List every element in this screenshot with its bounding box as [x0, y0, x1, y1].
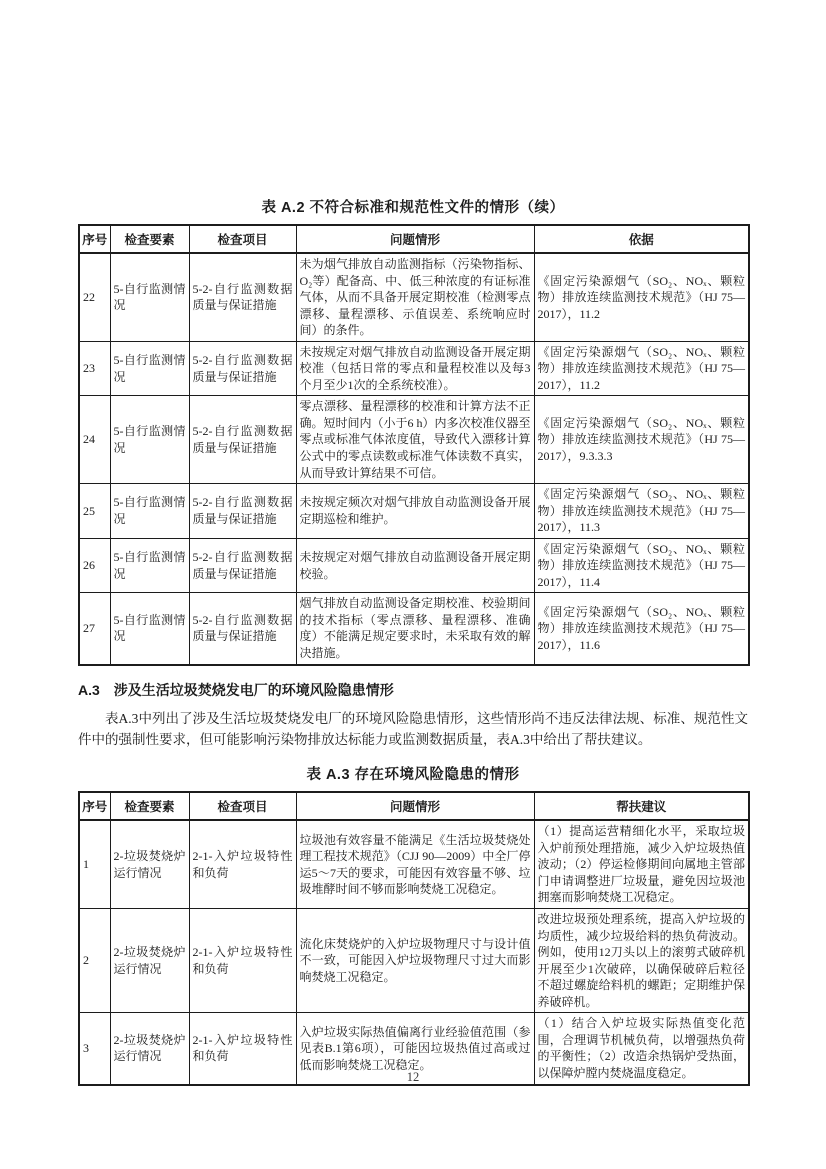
cell-no: 1 [79, 820, 110, 908]
cell-no: 27 [79, 593, 110, 665]
cell-basis: 《固定污染源烟气（SO₂、NOₓ、颗粒物）排放连续监测技术规范》（HJ 75—2017），11.4 [534, 538, 749, 593]
section-a3-paragraph: 表A.3中列出了涉及生活垃圾焚烧发电厂的环境风险隐患情形，这些情形尚不违反法律法规、标准、规范性文件中的强制性要求，但可能影响污染物排放达标能力或监测数据质量，表A.3中给出了帮扶建议。 [78, 710, 748, 748]
cell-item: 5-2-自行监测数据质量与保证措施 [189, 396, 296, 484]
column-header-no: 序号 [79, 225, 110, 253]
section-a3-heading: A.3 涉及生活垃圾焚烧发电厂的环境风险隐患情形 [78, 681, 394, 698]
cell-no: 2 [79, 909, 110, 1013]
table-row [79, 538, 749, 593]
table-a3-header-row [79, 792, 749, 820]
cell-advice: （1）提高运营精细化水平，采取垃圾入炉前预处理措施，减少入炉垃圾热值波动；（2）停运检修期间向属地主管部门申请调整进厂垃圾量，避免因垃圾池拥塞而影响焚烧工况稳定。 [534, 820, 749, 908]
cell-problem: 未为烟气排放自动监测指标（污染物指标、O₂等）配备高、中、低三种浓度的有证标准气体，从而不具备开展定期校准（检测零点漂移、量程漂移、示值误差、系统响应时间）的条件。 [296, 253, 534, 341]
cell-element: 5-自行监测情况 [110, 538, 189, 593]
cell-basis: 《固定污染源烟气（SO₂、NOₓ、颗粒物）排放连续监测技术规范》（HJ 75—2017），9.3.3.3 [534, 396, 749, 484]
cell-problem: 未按规定频次对烟气排放自动监测设备开展定期巡检和维护。 [296, 484, 534, 539]
cell-problem: 烟气排放自动监测设备定期校准、校验期间的技术指标（零点漂移、量程漂移、准确度）不能满足规定要求时，未采取有效的解决措施。 [296, 593, 534, 665]
cell-problem: 零点漂移、量程漂移的校准和计算方法不正确。短时间内（小于6 h）内多次校准仪器至零点或标准气体浓度值，导致代入漂移计算公式中的零点读数或标准气体读数不真实，从而导致计算结果不可信。 [296, 396, 534, 484]
table-row [79, 820, 749, 908]
cell-no: 26 [79, 538, 110, 593]
cell-problem: 流化床焚烧炉的入炉垃圾物理尺寸与设计值不一致，可能因入炉垃圾物理尺寸过大而影响焚烧工况稳定。 [296, 909, 534, 1013]
table-row [79, 341, 749, 396]
cell-no: 25 [79, 484, 110, 539]
cell-basis: 《固定污染源烟气（SO₂、NOₓ、颗粒物）排放连续监测技术规范》（HJ 75—2017），11.2 [534, 253, 749, 341]
table-row [79, 909, 749, 1013]
table-a2-title: 表 A.2 不符合标准和规范性文件的情形（续） [261, 200, 565, 216]
cell-no: 22 [79, 253, 110, 341]
cell-element: 5-自行监测情况 [110, 341, 189, 396]
cell-item: 5-2-自行监测数据质量与保证措施 [189, 484, 296, 539]
cell-element: 5-自行监测情况 [110, 396, 189, 484]
column-header-advice: 帮扶建议 [534, 792, 749, 820]
cell-problem: 未按规定对烟气排放自动监测设备开展定期校验。 [296, 538, 534, 593]
cell-no: 3 [79, 1013, 110, 1085]
table-row [79, 484, 749, 539]
cell-problem: 入炉垃圾实际热值偏离行业经验值范围（参见表B.1第6项），可能因垃圾热值过高或过低而影响焚烧工况稳定。 [296, 1013, 534, 1085]
column-header-problem: 问题情形 [296, 225, 534, 253]
column-header-no: 序号 [79, 792, 110, 820]
cell-advice: （1）结合入炉垃圾实际热值变化范围，合理调节机械负荷，以增强热负荷的平衡性；（2）改造余热锅炉受热面，以保障炉膛内焚烧温度稳定。 [534, 1013, 749, 1085]
cell-element: 2-垃圾焚烧炉运行情况 [110, 1013, 189, 1085]
cell-item: 2-1-入炉垃圾特性和负荷 [189, 909, 296, 1013]
cell-item: 2-1-入炉垃圾特性和负荷 [189, 820, 296, 908]
table-a2 [78, 224, 750, 666]
table-a3-title: 表 A.3 存在环境风险隐患的情形 [306, 767, 520, 784]
cell-element: 2-垃圾焚烧炉运行情况 [110, 909, 189, 1013]
cell-element: 5-自行监测情况 [110, 253, 189, 341]
column-header-item: 检查项目 [189, 225, 296, 253]
cell-no: 23 [79, 341, 110, 396]
column-header-item: 检查项目 [189, 792, 296, 820]
cell-element: 2-垃圾焚烧炉运行情况 [110, 820, 189, 908]
column-header-element: 检查要素 [110, 792, 189, 820]
column-header-element: 检查要素 [110, 225, 189, 253]
cell-basis: 《固定污染源烟气（SO₂、NOₓ、颗粒物）排放连续监测技术规范》（HJ 75—2017），11.2 [534, 341, 749, 396]
cell-item: 2-1-入炉垃圾特性和负荷 [189, 1013, 296, 1085]
cell-problem: 未按规定对烟气排放自动监测设备开展定期校准（包括日常的零点和量程校准以及每3个月至少1次的全系统校准）。 [296, 341, 534, 396]
table-row [79, 593, 749, 665]
column-header-problem: 问题情形 [296, 792, 534, 820]
table-row [79, 396, 749, 484]
page-number: 12 [406, 1070, 420, 1084]
cell-advice: 改进垃圾预处理系统，提高入炉垃圾的均质性，减少垃圾给料的热负荷波动。例如，使用12刀头以上的滚剪式破碎机开展至少1次破碎，以确保破碎后粒径不超过螺旋给料机的螺距；定期维护保养破碎机。 [534, 909, 749, 1013]
cell-item: 5-2-自行监测数据质量与保证措施 [189, 538, 296, 593]
cell-basis: 《固定污染源烟气（SO₂、NOₓ、颗粒物）排放连续监测技术规范》（HJ 75—2017），11.6 [534, 593, 749, 665]
cell-element: 5-自行监测情况 [110, 484, 189, 539]
table-a3 [78, 791, 750, 1085]
cell-no: 24 [79, 396, 110, 484]
cell-item: 5-2-自行监测数据质量与保证措施 [189, 253, 296, 341]
cell-problem: 垃圾池有效容量不能满足《生活垃圾焚烧处理工程技术规范》（CJJ 90—2009）中全厂停运5～7天的要求，可能因有效容量不够、垃圾堆酵时间不够而影响焚烧工况稳定。 [296, 820, 534, 908]
cell-item: 5-2-自行监测数据质量与保证措施 [189, 593, 296, 665]
table-a2-header-row [79, 225, 749, 253]
table-row [79, 253, 749, 341]
column-header-basis: 依据 [534, 225, 749, 253]
cell-item: 5-2-自行监测数据质量与保证措施 [189, 341, 296, 396]
cell-basis: 《固定污染源烟气（SO₂、NOₓ、颗粒物）排放连续监测技术规范》（HJ 75—2017），11.3 [534, 484, 749, 539]
cell-element: 5-自行监测情况 [110, 593, 189, 665]
